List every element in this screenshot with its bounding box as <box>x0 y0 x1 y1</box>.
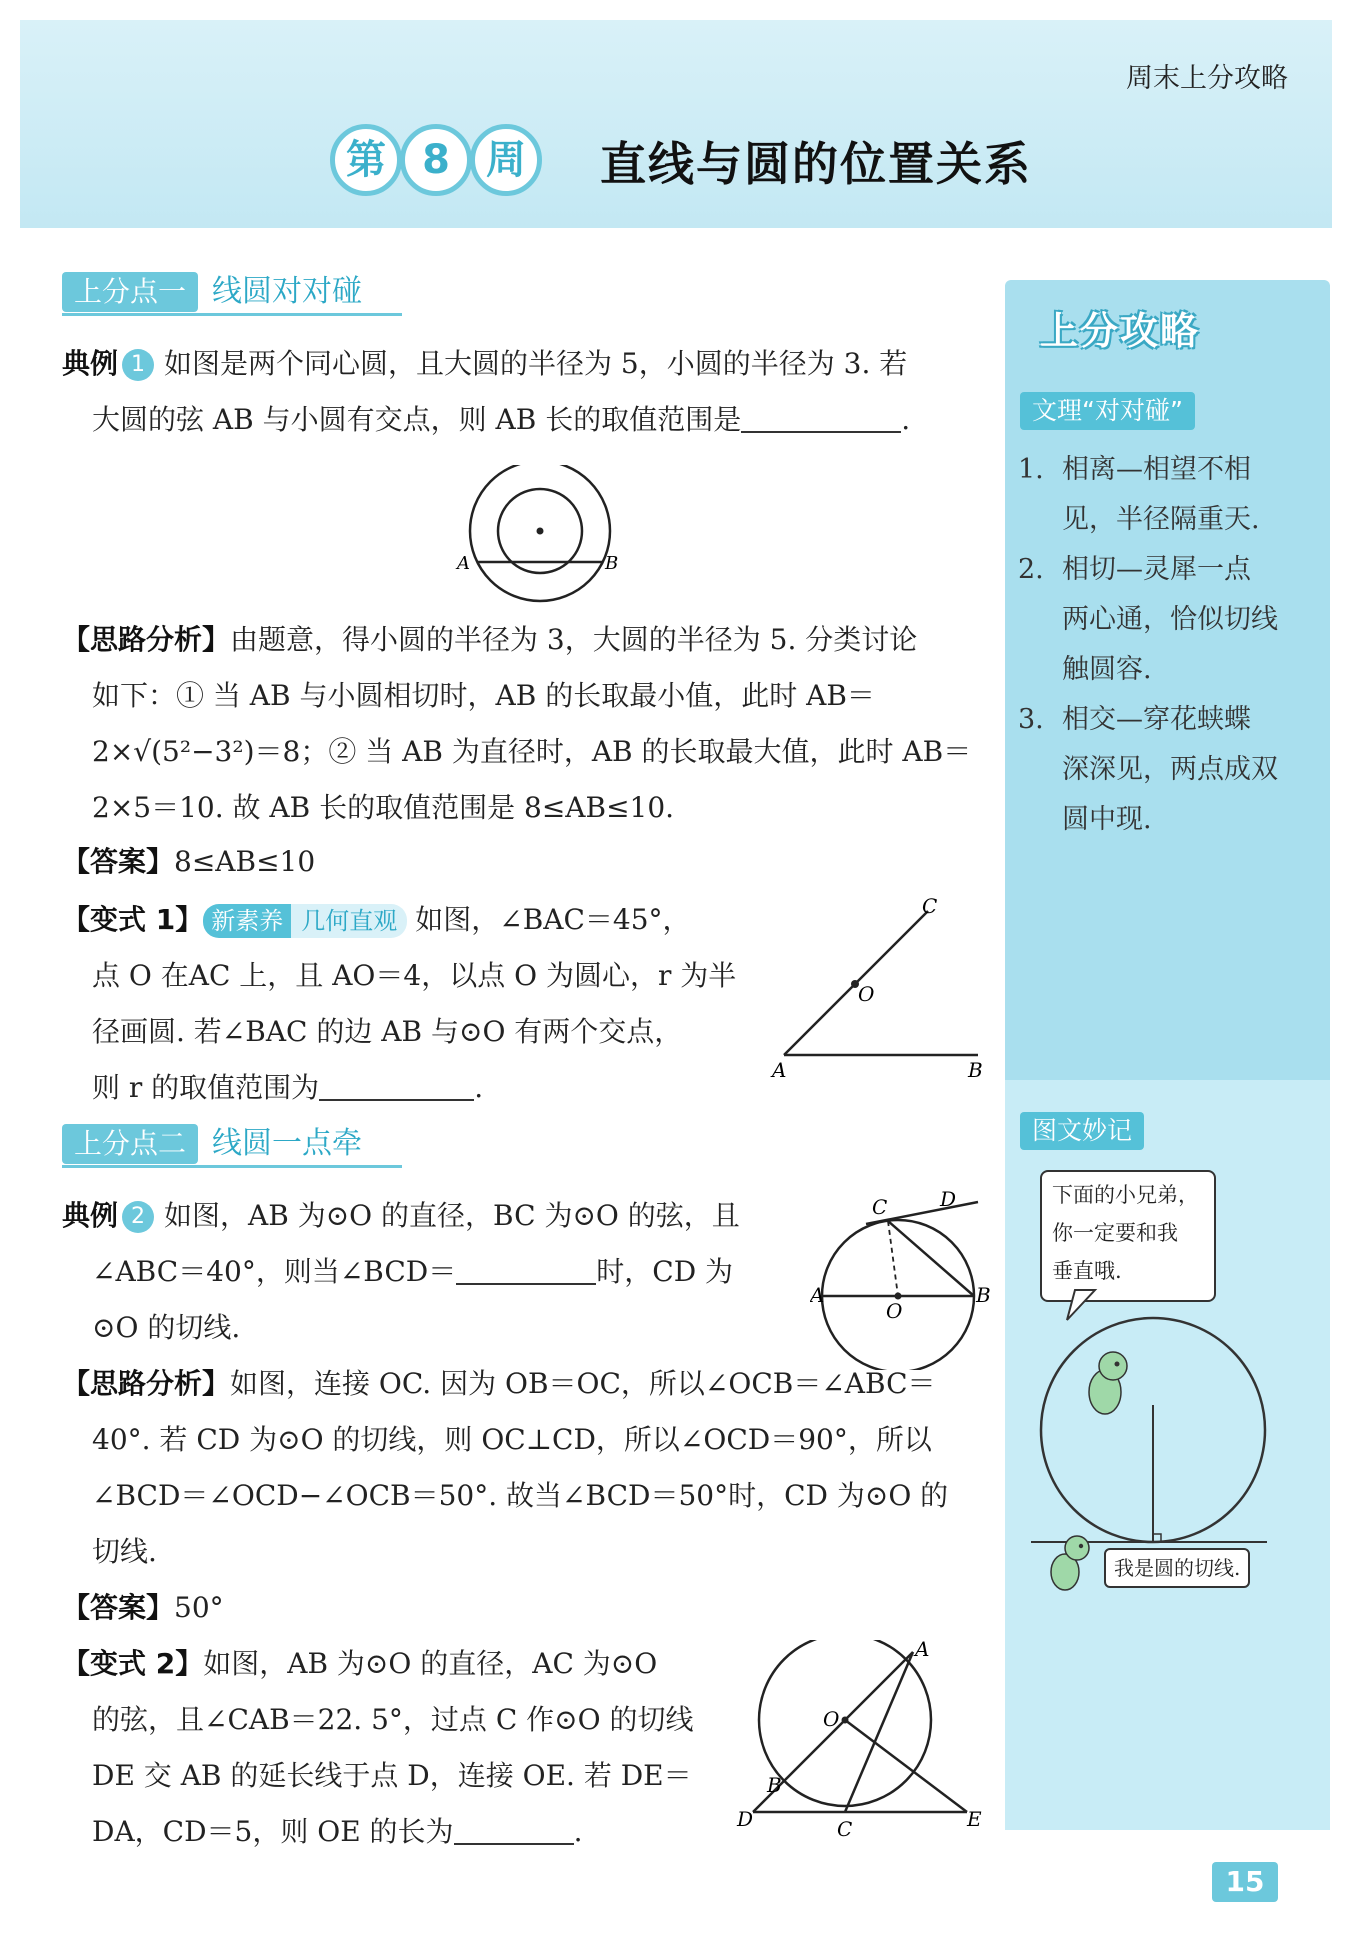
figure-concentric-circles <box>455 465 625 610</box>
example1-number: 1 <box>122 349 154 381</box>
label-A: A <box>915 1640 930 1661</box>
label-A: A <box>810 1283 825 1307</box>
week-prefix: 第 <box>330 124 402 196</box>
label-D: D <box>737 1807 754 1831</box>
sidebar-item-1: 1. 相离—相望不相 <box>1018 454 1251 485</box>
answer1-label: 【答案】 <box>62 845 175 878</box>
sidebar-item-3-line3: 圆中现. <box>1062 804 1152 835</box>
sidebar-item-1-line2: 见，半径隔重天. <box>1062 504 1260 535</box>
sidebar-item-3: 3. 相交—穿花蛱蝶 <box>1018 704 1251 735</box>
label-A: A <box>457 553 470 574</box>
label-C: C <box>922 895 938 918</box>
variant1-answer-blank <box>319 1073 474 1101</box>
page-number: 15 <box>1212 1862 1278 1902</box>
label-B: B <box>605 553 619 574</box>
analysis2: 【思路分析】如图，连接 OC. 因为 OB＝OC，所以∠OCB＝∠ABC＝ 40°. 若 CD 为⊙O 的切线，则 OC⊥CD，所以∠OCD＝90°，所以 ∠BCD＝∠OCD−∠OCB＝50°. 故当∠BCD＝50°时，CD 为⊙O 的 切线. 【答案】50° <box>62 1367 949 1624</box>
example2-answer-blank <box>456 1257 596 1285</box>
example2: 典例 2 如图，AB 为⊙O 的直径，BC 为⊙O 的弦，且 ∠ABC＝40°，则当∠BCD＝ 时，CD 为 ⊙O 的切线. <box>62 1199 740 1344</box>
section2-header <box>62 1124 362 1164</box>
figure-circle-tangent-de <box>735 1640 995 1840</box>
header-banner <box>20 20 1332 228</box>
section2-tag: 上分点二 <box>62 1124 198 1164</box>
answer2-value: 50° <box>174 1591 224 1624</box>
label-C: C <box>872 1195 888 1219</box>
label-O: O <box>858 982 875 1006</box>
label-O: O <box>886 1299 903 1323</box>
example1: 典例 1 如图是两个同心圆，且大圆的半径为 5，小圆的半径为 3. 若 大圆的弦 AB 与小圆有交点，则 AB 长的取值范围是 . <box>62 347 911 436</box>
week-suffix: 周 <box>470 124 542 196</box>
label-B: B <box>976 1283 991 1307</box>
page-title: 直线与圆的位置关系 <box>600 137 1032 191</box>
section2-name: 线圆一点牵 <box>212 1126 363 1161</box>
example1-answer-blank <box>741 405 901 433</box>
speech-bubble-tangent: 我是圆的切线. <box>1104 1548 1250 1588</box>
label-E: E <box>967 1807 982 1831</box>
label-O: O <box>823 1707 840 1731</box>
variant1: 【变式 1】 新素养 几何直观 如图，∠BAC＝45°， 点 O 在AC 上，且 AO＝4，以点 O 为圆心，r 为半 径画圆. 若∠BAC 的边 AB 与⊙O 有两个交点， 则 r 的取值范围为 . <box>62 903 737 1104</box>
tag-new-literacy: 新素养 <box>203 904 291 938</box>
figure-angle-bac <box>770 895 990 1080</box>
week-number: 8 <box>400 124 472 196</box>
series-title: 周末上分攻略 <box>1126 63 1288 94</box>
label-C: C <box>837 1817 853 1840</box>
answer2-label: 【答案】 <box>62 1591 175 1624</box>
dinosaur-icon <box>1089 1352 1127 1414</box>
variant2-answer-blank <box>454 1817 574 1845</box>
sidebar-list <box>1018 445 1318 845</box>
section1-name: 线圆对对碰 <box>212 274 363 309</box>
sidebar-item-2-line2: 两心通，恰似切线 <box>1062 604 1278 635</box>
label-D: D <box>940 1190 957 1211</box>
sidebar-tag-wenli: 文理“对对碰” <box>1020 392 1195 430</box>
sidebar-item-2: 2. 相切—灵犀一点 <box>1018 554 1251 585</box>
answer1-value: 8≤AB≤10 <box>174 845 316 878</box>
figure-circle-tangent <box>810 1190 1000 1370</box>
sidebar-item-2-line3: 触圆容. <box>1062 654 1152 685</box>
example2-number: 2 <box>122 1201 154 1233</box>
example1-label: 典例 <box>62 347 119 380</box>
variant2: 【变式 2】如图，AB 为⊙O 的直径，AC 为⊙O 的弦，且∠CAB＝22. 5°，过点 C 作⊙O 的切线 DE 交 AB 的延长线于点 D，连接 OE. 若 DE＝ DA，CD＝5，则 OE 的长为 . <box>62 1647 694 1848</box>
tag-geometry-intuition: 几何直观 <box>291 904 407 938</box>
section1-tag: 上分点一 <box>62 272 198 312</box>
label-B: B <box>968 1058 983 1080</box>
section1-header <box>62 272 362 312</box>
speech-bubble-circle: 下面的小兄弟， 你一定要和我 垂直哦. <box>1040 1170 1216 1302</box>
sidebar-item-3-line2: 深深见，两点成双 <box>1062 754 1278 785</box>
example2-label: 典例 <box>62 1199 119 1232</box>
analysis1: 【思路分析】由题意，得小圆的半径为 3，大圆的半径为 5. 分类讨论 如下：① 当 AB 与小圆相切时，AB 的长取最小值，此时 AB＝ 2×√(5²−3²)＝8；② 当 AB 为直径时，AB 的长取最大值，此时 AB＝ 2×5＝10. 故 AB 长的取值范围是 8≤AB≤10. 【答案】8≤AB≤10 <box>62 623 972 878</box>
dinosaur-icon <box>1051 1536 1089 1590</box>
sidebar-tag-tuwen: 图文妙记 <box>1020 1112 1144 1150</box>
label-A: A <box>772 1058 787 1080</box>
sidebar-title: 上分攻略 <box>1040 309 1201 353</box>
label-B: B <box>767 1773 782 1797</box>
